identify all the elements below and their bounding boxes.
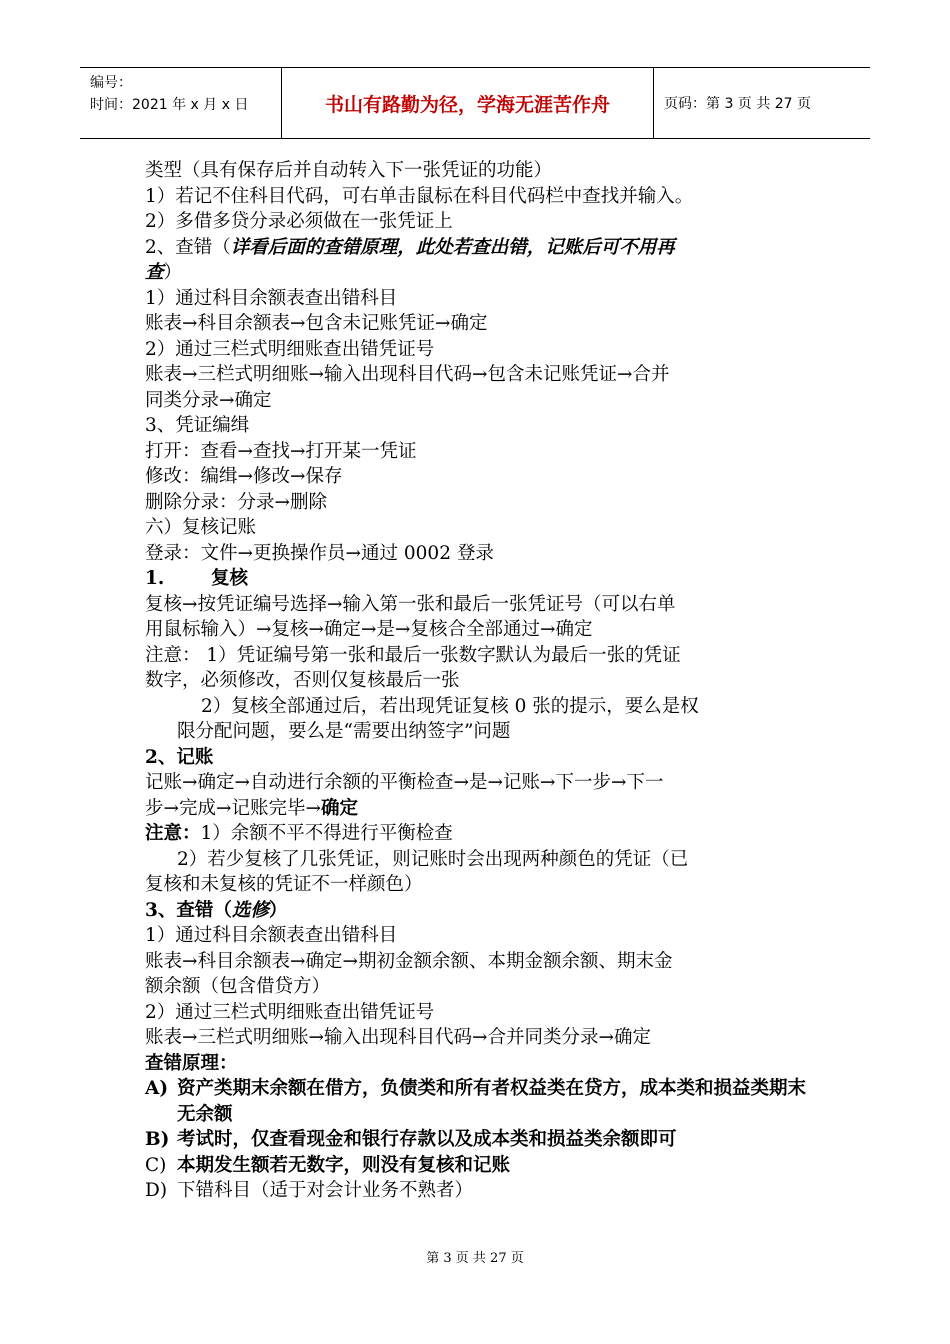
text-line: 1）通过科目余额表查出错科目 [145,287,398,309]
section-heading-review [145,566,815,592]
time-label: 时间：2021 年 x 月 x 日 [90,97,249,113]
text-line [145,796,815,822]
paren-close: ） [268,899,288,921]
list-item [145,1076,815,1127]
list-text: 本期发生额若无数字，则没有复核和记账 [177,1154,511,1176]
text-line: 账表→三栏式明细账→输入出现科目代码→包含未记账凭证→合并 [145,364,670,385]
text-line: 限分配问题，要么是“需要出纳签字”问题 [177,721,511,742]
text-span-bold: 确定 [321,797,359,819]
emphasis-note-end: 查 [145,262,164,283]
text-line: 打开：查看→查找→打开某一凭证 [145,440,417,462]
text-span: 步→完成→记账完毕→ [145,797,322,819]
text-line: 数字，必须修改，否则仅复核最后一张 [145,670,460,691]
text-line: 注意： 1）凭证编号第一张和最后一张数字默认为最后一张的凭证 [145,644,681,666]
emphasis-note: 详看后面的查错原理，此处若查出错，记账后可不用再 [230,236,675,258]
section-heading-posting: 2、记账 [145,746,214,768]
heading-prefix: 3、查错（ [145,899,232,921]
heading-title: 复核 [211,568,249,589]
text-line: 用鼠标输入）→复核→确定→是→复核合全部通过→确定 [145,619,593,640]
text-line: 2）若少复核了几张凭证，则记账时会出现两种颜色的凭证（已 [177,848,689,870]
heading-prefix: 2、查错（ [145,236,231,258]
text-line: 1）若记不住科目代码，可右单击鼠标在科目代码栏中查找并输入。 [145,185,694,207]
code-label: 编号： [90,75,132,91]
list-marker: B) [145,1129,170,1150]
heading-number: 1. [145,568,165,589]
header-meta [80,68,282,138]
section-heading-check-errors [145,235,815,261]
text-line: 修改：编缉→修改→保存 [145,466,343,487]
text-line: 账表→科目余额表→确定→期初金额余额、本期金额余额、期末金 [145,950,673,972]
list-text: 考试时，仅查看现金和银行存款以及成本类和损益类余额即可 [177,1129,677,1150]
text-line: 2）复核全部通过后，若出现凭证复核 0 张的提示，要么是权 [201,695,699,717]
principles-list [145,1076,815,1204]
paren-close: ） [163,262,183,283]
text-line [145,260,815,286]
list-marker: D) [145,1180,168,1201]
list-item [145,1127,815,1153]
text-line: 六）复核记账 [145,517,257,538]
text-line: 账表→科目余额表→包含未记账凭证→确定 [145,313,488,334]
heading-italic: 选修 [231,899,269,921]
text-span: 1）余额不平不得进行平衡检查 [200,823,453,844]
text-line: 2）通过三栏式明细账查出错凭证号 [145,1001,435,1023]
text-line: 2）通过三栏式明细账查出错凭证号 [145,338,435,360]
text-line: 复核→按凭证编号选择→输入第一张和最后一张凭证号（可以右单 [145,593,676,615]
text-line: 1）通过科目余额表查出错科目 [145,925,398,946]
list-text: 下错科目（适于对会计业务不熟者） [177,1180,474,1201]
principles-heading: 查错原理： [145,1052,238,1074]
note-label: 注意： [145,823,201,844]
text-line [145,821,815,847]
section-heading-check-errors-2 [145,898,815,924]
page-header [80,67,870,139]
text-line: 登录：文件→更换操作员→通过 0002 登录 [145,542,494,564]
text-line: 2）多借多贷分录必须做在一张凭证上 [145,211,453,232]
text-line: 同类分录→确定 [145,389,272,411]
document-body [145,158,815,1204]
list-item [145,1153,815,1179]
list-text: 资产类期末余额在借方，负债类和所有者权益类在贷方，成本类和损益类期末无余额 [177,1078,807,1125]
text-line: 类型（具有保存后并自动转入下一张凭证的功能） [145,160,553,181]
text-line: 账表→三栏式明细账→输入出现科目代码→合并同类分录→确定 [145,1027,652,1048]
list-marker: C) [145,1154,167,1176]
text-line: 记账→确定→自动进行余额的平衡检查→是→记账→下一步→下一 [145,772,664,793]
text-line: 3、凭证编缉 [145,415,250,436]
header-motto: 书山有路勤为径，学海无涯苦作舟 [282,68,654,138]
list-item [145,1178,815,1204]
text-line: 复核和未复核的凭证不一样颜色） [145,874,423,895]
list-marker: A) [145,1078,169,1099]
text-line: 额余额（包含借贷方） [145,976,331,997]
page-footer: 第 3 页 共 27 页 [426,1251,524,1266]
header-page-info: 页码：第 3 页 共 27 页 [664,96,811,112]
text-line: 删除分录：分录→删除 [145,491,328,513]
